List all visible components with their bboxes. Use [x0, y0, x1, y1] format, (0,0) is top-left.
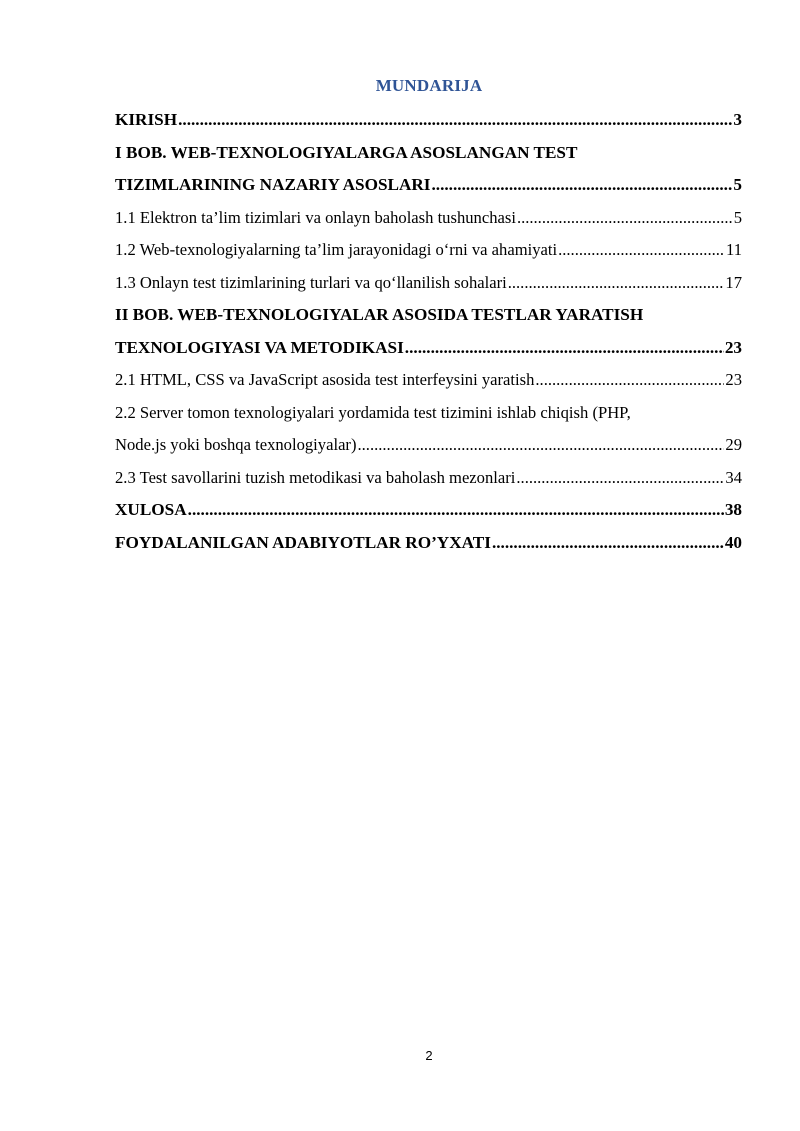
toc-entry-page: 40	[724, 532, 742, 552]
toc-entry-page: 17	[725, 272, 742, 292]
toc-entry-page: 29	[725, 435, 742, 454]
toc-entry-page: 5	[733, 207, 742, 227]
toc-entry-xulosa[interactable]	[115, 494, 742, 527]
table-of-contents	[115, 104, 742, 559]
toc-entry-bob2[interactable]	[115, 332, 742, 365]
toc-entry-1-2[interactable]	[115, 234, 742, 267]
toc-entry-2-3[interactable]	[115, 462, 742, 495]
toc-entry-label: 1.1 Elektron ta’lim tizimlari va onlayn baholash tushunchasi	[115, 207, 516, 227]
toc-entry-page: 11	[726, 240, 742, 259]
dot-leader	[516, 462, 724, 495]
toc-title: MUNDARIJA	[375, 76, 483, 95]
dot-leader	[508, 267, 725, 300]
toc-entry-page: 23	[725, 370, 742, 389]
toc-entry-2-2-line1[interactable]: 2.2 Server tomon texnologiyalari yordamida test tizimini ishlab chiqish (PHP,	[115, 402, 631, 422]
page-number: 2	[425, 1048, 433, 1063]
dot-leader	[558, 234, 725, 267]
toc-entry-page: 3	[733, 110, 742, 129]
toc-entry-bob1-line1[interactable]: I BOB. WEB-TEXNOLOGIYALARGA ASOSLANGAN TEST	[115, 142, 578, 162]
toc-entry-label: Node.js yoki boshqa texnologiyalar)	[115, 435, 357, 454]
toc-entry-page: 34	[725, 467, 742, 487]
dot-leader	[405, 332, 724, 365]
toc-entry-label: 1.3 Onlayn test tizimlarining turlari va qo‘llanilish sohalari	[115, 272, 507, 292]
toc-entry-page: 5	[733, 175, 742, 194]
toc-entry-bob2-line1[interactable]: II BOB. WEB-TEXNOLOGIYALAR ASOSIDA TESTLAR YARATISH	[115, 305, 644, 324]
toc-entry-label: TIZIMLARINING NAZARIY ASOSLARI	[115, 175, 431, 194]
toc-entry-bob1[interactable]	[115, 169, 742, 202]
toc-entry-label: 2.1 HTML, CSS va JavaScript asosida test interfeysini yaratish	[115, 370, 535, 389]
toc-entry-1-1[interactable]	[115, 202, 742, 235]
toc-entry-2-2[interactable]	[115, 429, 742, 462]
toc-entry-label: XULOSA	[115, 500, 187, 519]
toc-entry-page: 23	[724, 337, 742, 357]
dot-leader	[492, 527, 724, 560]
toc-entry-1-3[interactable]	[115, 267, 742, 300]
toc-entry-page: 38	[724, 500, 742, 519]
dot-leader	[358, 429, 725, 462]
dot-leader	[178, 104, 732, 137]
dot-leader	[517, 202, 733, 235]
toc-entry-label: 1.2 Web-texnologiyalarning ta’lim jarayonidagi o‘rni va ahamiyati	[115, 240, 558, 259]
toc-entry-kirish[interactable]	[115, 104, 742, 137]
toc-entry-label: FOYDALANILGAN ADABIYOTLAR RO’YXATI	[115, 532, 491, 552]
dot-leader	[188, 494, 724, 527]
toc-entry-2-1[interactable]	[115, 364, 742, 397]
toc-entry-label: TEXNOLOGIYASI VA METODIKASI	[115, 337, 404, 357]
dot-leader	[431, 169, 732, 202]
toc-entry-label: 2.3 Test savollarini tuzish metodikasi va baholash mezonlari	[115, 467, 516, 487]
dot-leader	[535, 364, 724, 397]
toc-entry-label: KIRISH	[115, 110, 178, 129]
toc-entry-adabiyotlar[interactable]	[115, 527, 742, 560]
